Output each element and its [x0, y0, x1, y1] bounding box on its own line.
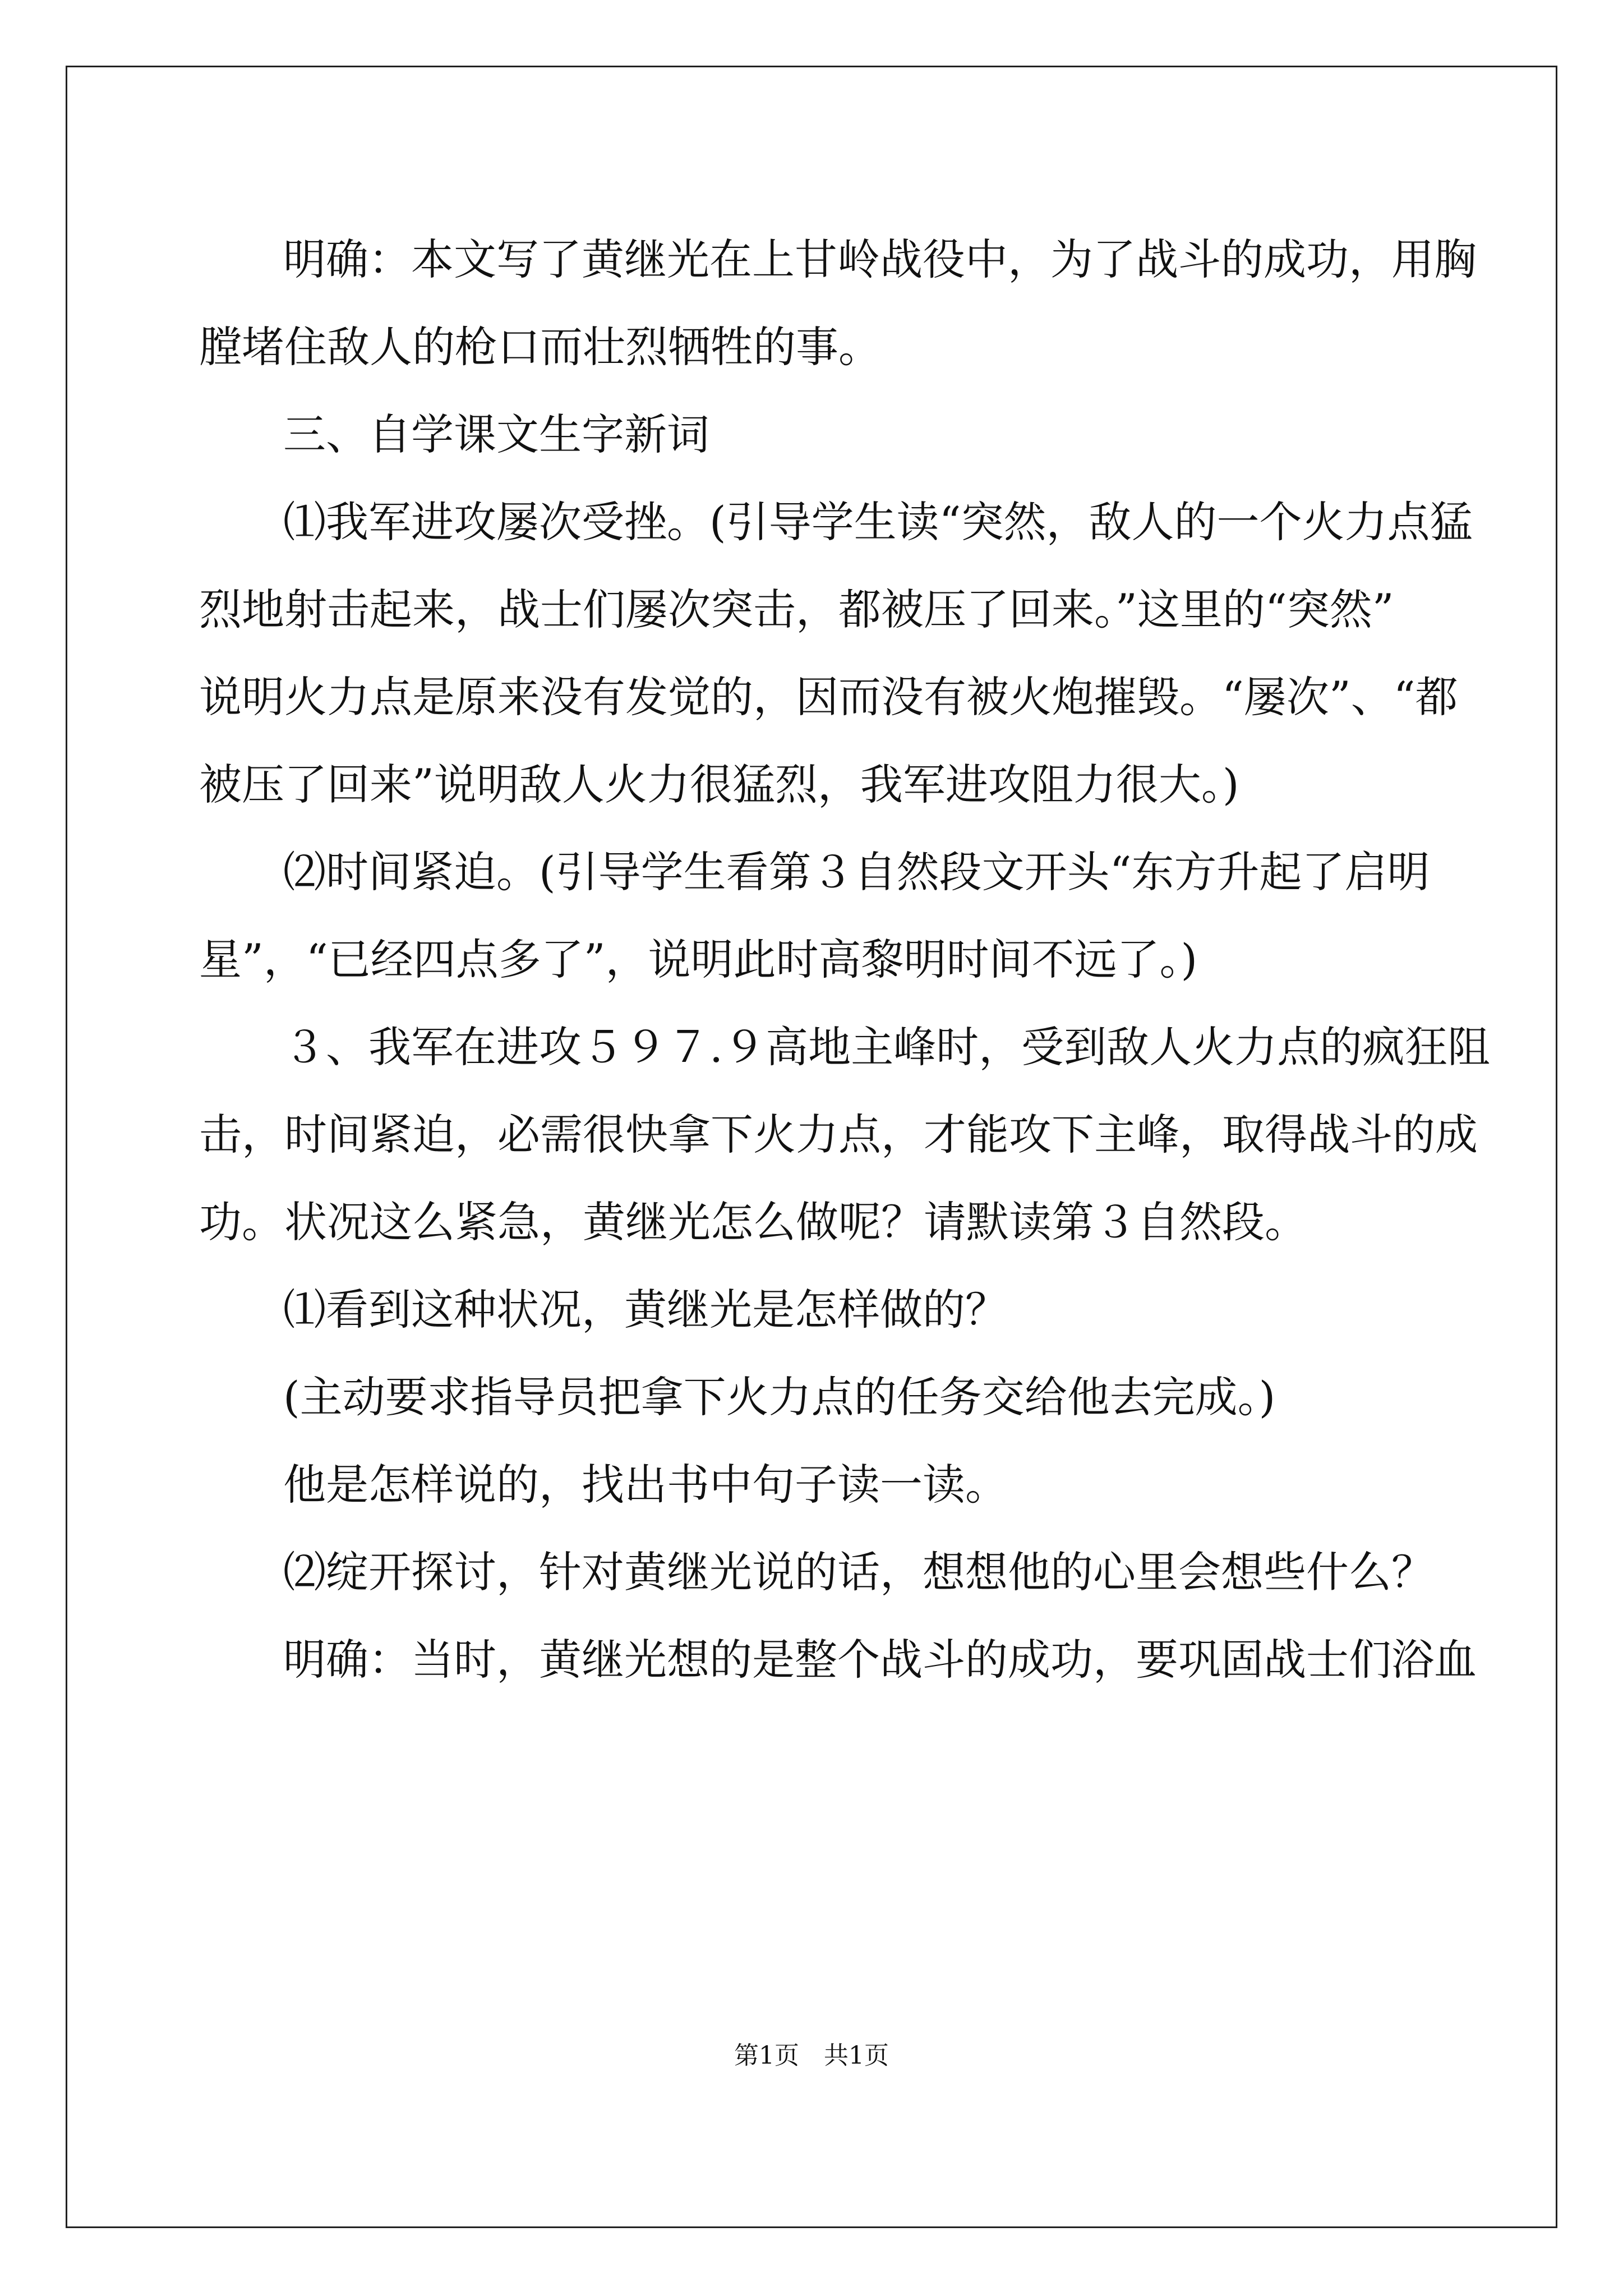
- text-line: 说明火力点是原来没有发觉的，因而没有被火炮摧毁。“屡次”、“都: [199, 672, 1458, 722]
- text-line: ⑴看到这种状况，黄继光是怎样做的？: [283, 1285, 1008, 1335]
- text-line: ⑵时间紧迫。(引导学生看第３自然段文开头“东方升起了启明: [283, 847, 1430, 897]
- text-line: 他是怎样说的，找出书中句子读一读。: [283, 1460, 1008, 1510]
- text-line: 击，时间紧迫，必需很快拿下火力点，才能攻下主峰，取得战斗的成: [199, 1110, 1478, 1159]
- text-line: ⑵绽开探讨，针对黄继光说的话，想想他的心里会想些什么？: [283, 1547, 1434, 1597]
- text-line: 烈地射击起来，战士们屡次突击，都被压了回来。”这里的“突然”: [199, 585, 1394, 634]
- section-heading: 三、自学课文生字新词: [283, 409, 709, 459]
- text-line: (主动要求指导员把拿下火力点的任务交给他去完成。): [283, 1372, 1276, 1422]
- text-line: 被压了回来”说明敌人火力很猛烈，我军进攻阻力很大。): [199, 760, 1239, 809]
- text-line: 明确：本文写了黄继光在上甘岭战役中，为了战斗的成功，用胸: [283, 234, 1477, 284]
- text-line: 星”，“已经四点多了”，说明此时高黎明时间不远了。): [199, 935, 1198, 984]
- text-line: 膛堵住敌人的枪口而壮烈牺牲的事。: [199, 322, 881, 372]
- text-line: 功。状况这么紧急，黄继光怎么做呢？请默读第３自然段。: [199, 1197, 1307, 1247]
- page-footer: 第1页 共1页: [734, 2041, 889, 2070]
- text-line: ⑴我军进攻屡次受挫。(引导学生读“突然，敌人的一个火力点猛: [283, 497, 1473, 547]
- text-line: ３、我军在进攻５９７.９高地主峰时，受到敌人火力点的疯狂阻: [283, 1022, 1491, 1072]
- document-body: [199, 216, 1491, 1704]
- text-line: 明确：当时，黄继光想的是整个战斗的成功，要巩固战士们浴血: [283, 1635, 1477, 1685]
